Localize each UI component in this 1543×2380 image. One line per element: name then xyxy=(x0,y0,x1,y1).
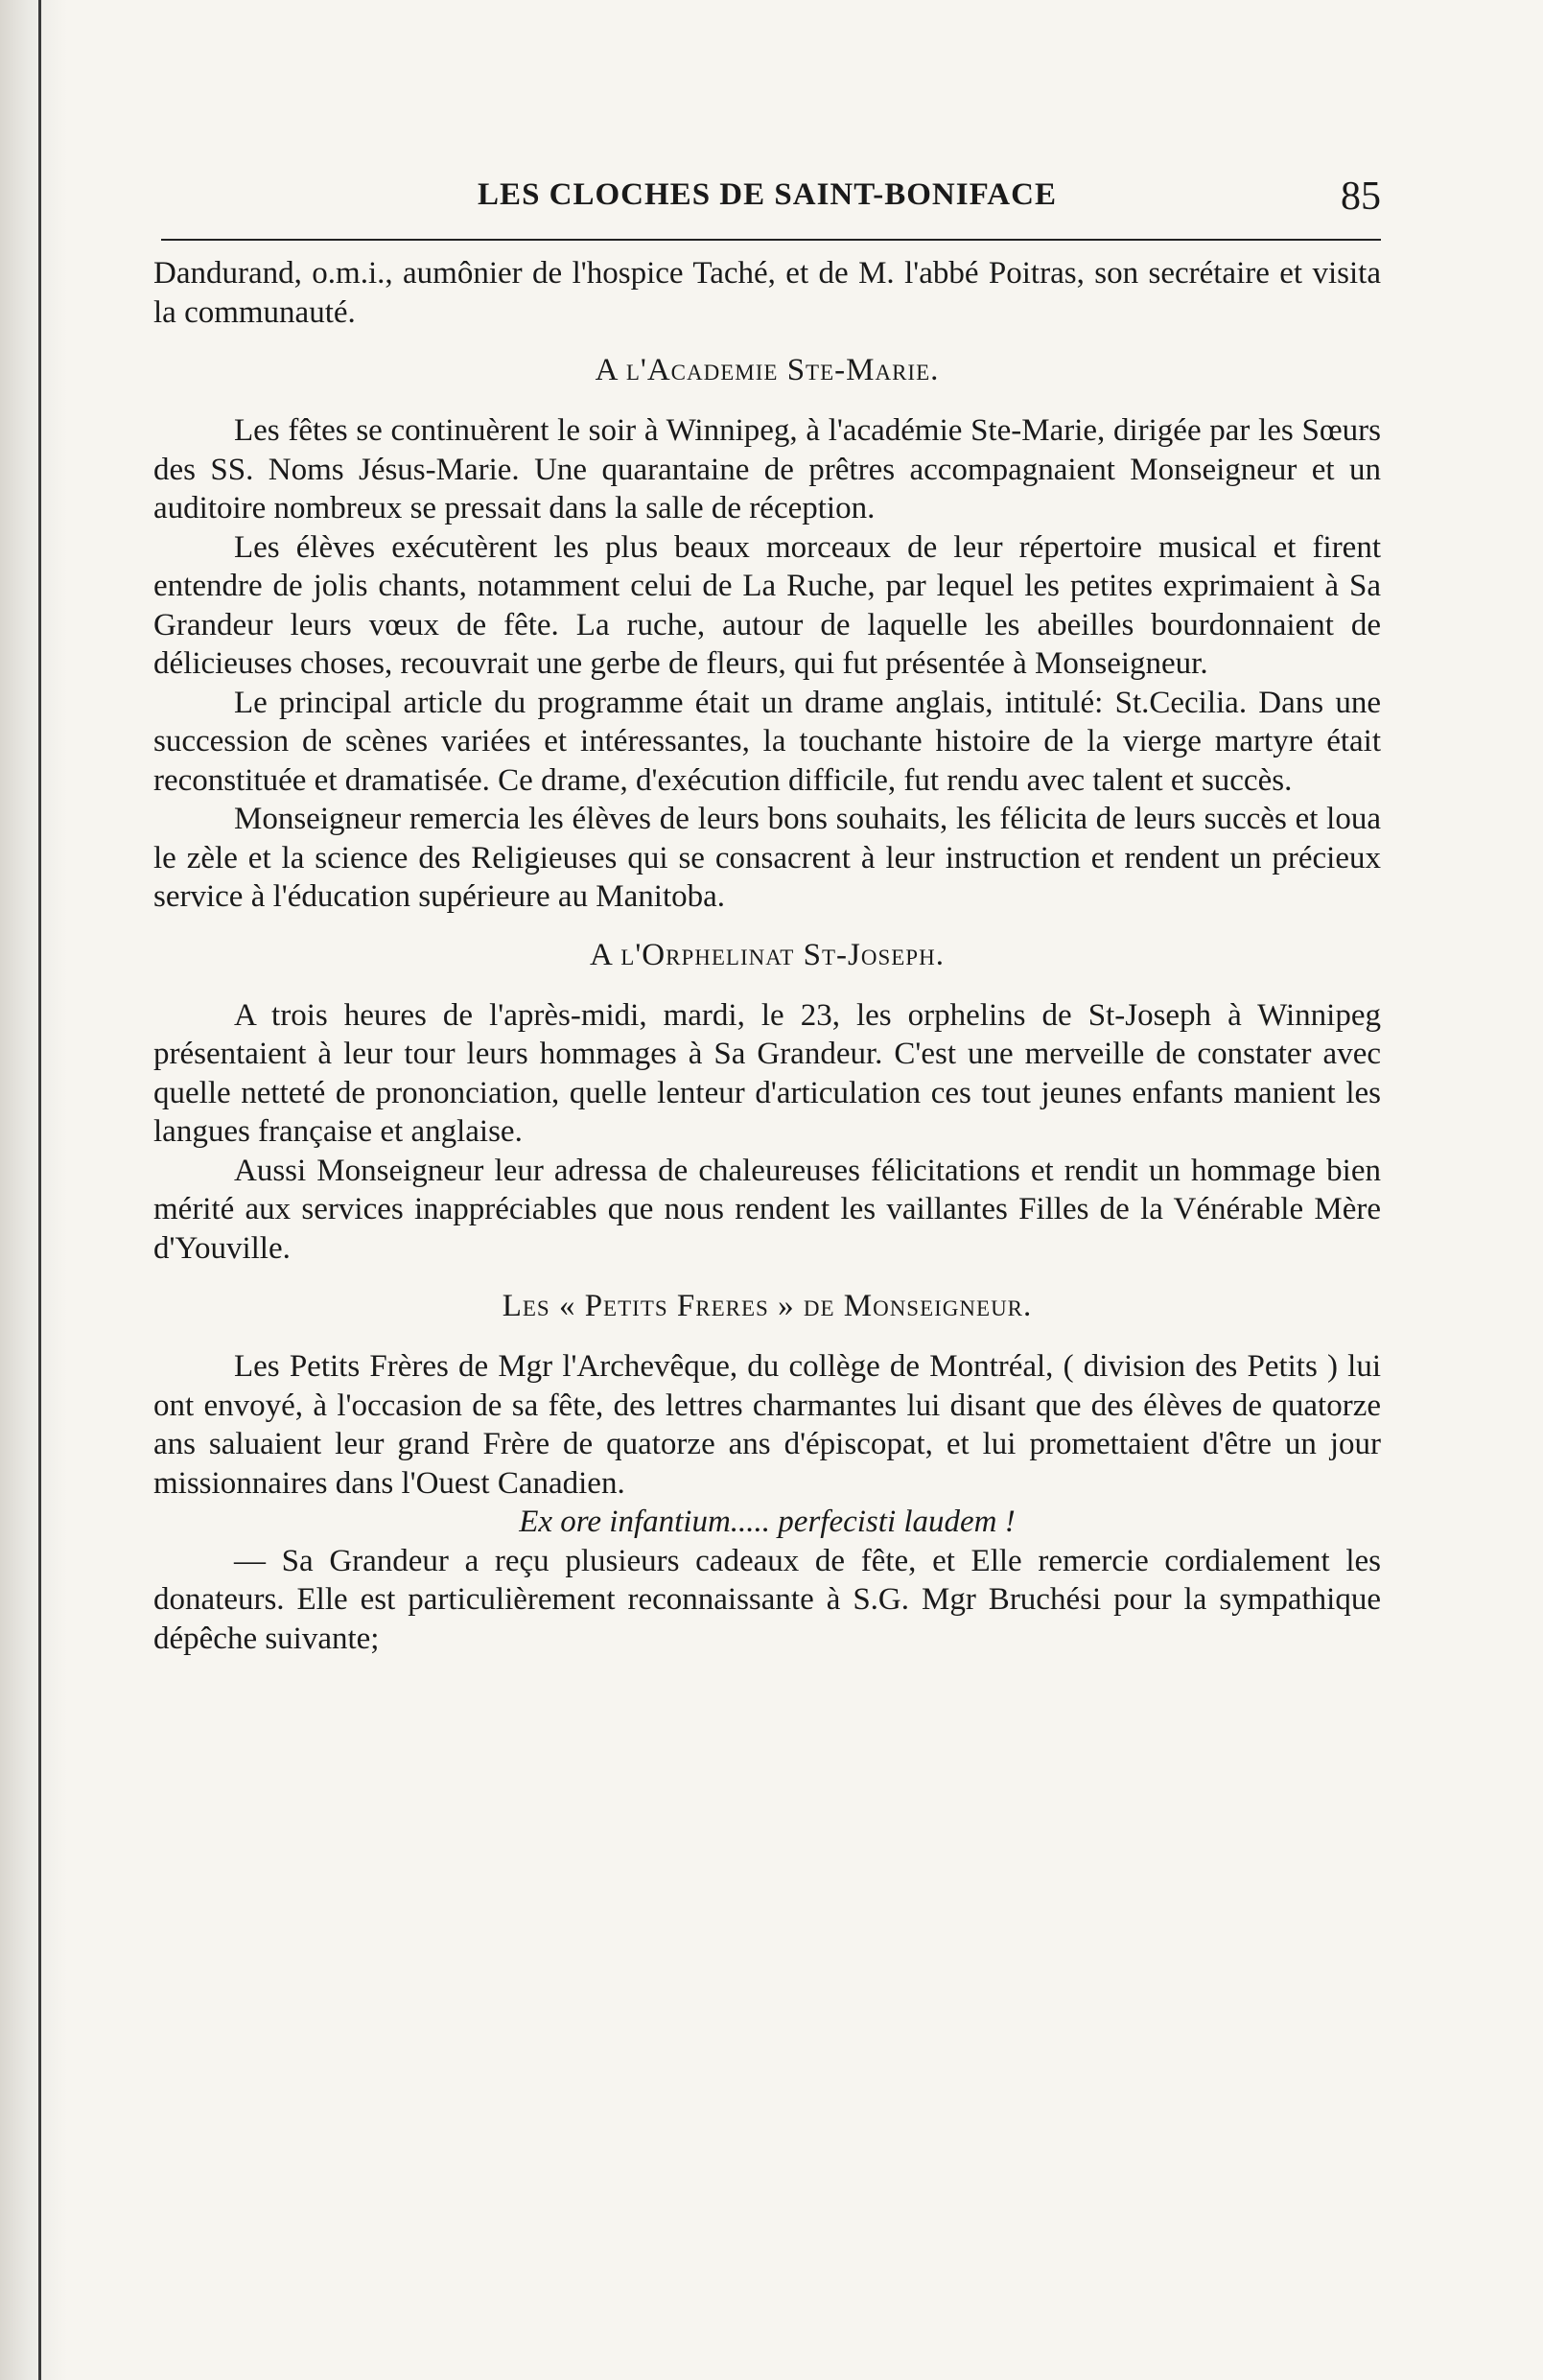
page-header xyxy=(153,177,1381,235)
paragraph: Le principal article du programme était un drame anglais, intitulé: St.Cecilia. Dans une succession de scènes variées et intéressantes, la touchante histoire de la vierge martyre était reconstituée et dramatisée. Ce drame, d'exécution difficile, fut rendu avec talent et succès. xyxy=(153,685,1381,798)
body-text xyxy=(153,254,1381,1658)
page-number: 85 xyxy=(1341,175,1381,219)
paragraph: A trois heures de l'après-midi, mardi, le 23, les orphelins de St-Joseph à Winnipeg présentaient à leur tour leurs hommages à Sa Grandeur. C'est une merveille de constater avec quelle netteté de prononciation, quelle lenteur d'articulation ces tout jeunes enfants manient les langues française et anglaise. xyxy=(153,997,1381,1149)
paragraph: Les élèves exécutèrent les plus beaux morceaux de leur répertoire musical et firent entendre de jolis chants, notamment celui de La Ruche, par lequel les petites exprimaient à Sa Grandeur leurs vœux de fête. La ruche, autour de laquelle les abeilles bourdonnaient de délicieuses choses, recouvrait une gerbe de fleurs, qui fut présentée à Monseigneur. xyxy=(153,529,1381,681)
book-page xyxy=(153,177,1381,1658)
paragraph: Les Petits Frères de Mgr l'Archevêque, du collège de Montréal, ( division des Petits ) lui ont envoyé, à l'occasion de sa fête, des lettres charmantes lui disant que des élèves de quatorze ans saluaient leur grand Frère de quatorze ans d'épiscopat, et lui promettaient d'être un jour missionnaires dans l'Ouest Canadien. xyxy=(153,1349,1381,1501)
section-heading: A l'Orphelinat St-Joseph. xyxy=(590,937,945,972)
binding-shadow-line xyxy=(38,0,41,2380)
paragraph: Monseigneur remercia les élèves de leurs bons souhaits, les félicita de leurs succès et loua le zèle et la science des Religieuses qui se consacrent à leur instruction et rendent un précieux service à l'éducation supérieure au Manitoba. xyxy=(153,802,1381,914)
section-heading: A l'Academie Ste-Marie. xyxy=(595,353,940,387)
paragraph: Aussi Monseigneur leur adressa de chaleureuses félicitations et rendit un hommage bien mérité aux services inappréciables que nous rendent les vaillantes Filles de la Vénérable Mère d'Youville. xyxy=(153,1153,1381,1266)
header-rule xyxy=(161,239,1381,241)
page-binding-edge xyxy=(0,0,67,2380)
paragraph: Les fêtes se continuèrent le soir à Winnipeg, à l'académie Ste-Marie, dirigée par les Sœurs des SS. Noms Jésus-Marie. Une quarantaine de prêtres accompagnaient Monseigneur et un auditoire nombreux se pressait dans la salle de réception. xyxy=(153,413,1381,525)
running-title: LES CLOCHES DE SAINT-BONIFACE xyxy=(478,177,1057,212)
latin-quote: Ex ore infantium..... perfecisti laudem ! xyxy=(519,1505,1016,1539)
paragraph: — Sa Grandeur a reçu plusieurs cadeaux de fête, et Elle remercie cordialement les donateurs. Elle est particulièrement reconnaissante à S.G. Mgr Bruchési pour la sympathique dépêche suivante; xyxy=(153,1543,1381,1656)
section-heading: Les « Petits Freres » de Monseigneur. xyxy=(502,1289,1033,1323)
paragraph: Dandurand, o.m.i., aumônier de l'hospice Taché, et de M. l'abbé Poitras, son secrétaire et visita la communauté. xyxy=(153,256,1381,330)
